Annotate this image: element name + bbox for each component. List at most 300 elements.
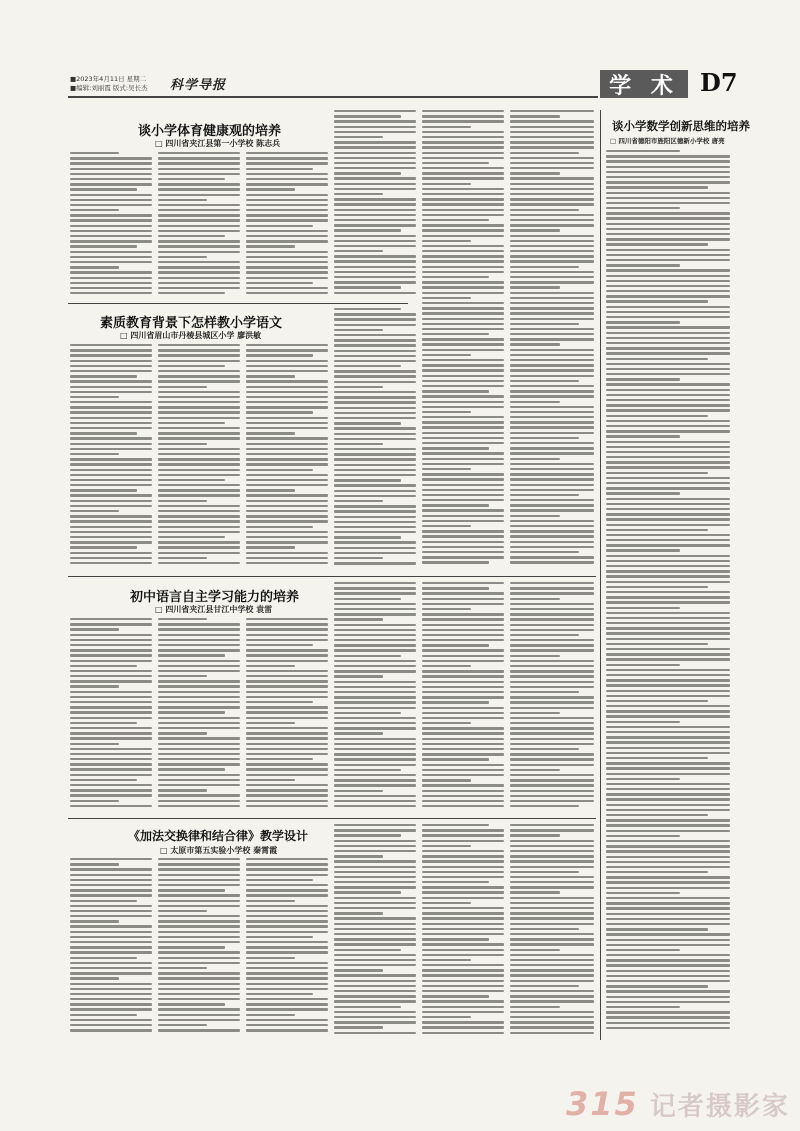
text-line — [246, 794, 328, 796]
text-column — [246, 344, 328, 572]
text-line — [70, 474, 152, 476]
text-line — [70, 900, 137, 902]
text-line — [334, 412, 416, 414]
text-line — [246, 199, 328, 201]
text-line — [158, 536, 225, 538]
text-line — [606, 217, 730, 219]
text-line — [70, 858, 152, 860]
text-line — [70, 505, 152, 507]
text-line — [246, 654, 328, 656]
text-line — [334, 360, 416, 362]
text-line — [246, 936, 313, 938]
text-line — [422, 608, 471, 610]
text-line — [422, 561, 489, 563]
text-line — [510, 675, 594, 677]
text-line — [422, 312, 504, 314]
text-line — [70, 794, 152, 796]
text-line — [70, 1024, 152, 1026]
text-line — [606, 295, 730, 297]
text-line — [158, 515, 240, 517]
text-line — [158, 360, 240, 362]
text-line — [606, 466, 730, 468]
text-line — [246, 941, 328, 943]
text-line — [70, 240, 152, 242]
text-line — [510, 855, 594, 857]
text-line — [422, 183, 471, 185]
text-line — [246, 805, 328, 807]
text-line — [510, 1006, 560, 1008]
text-line — [246, 768, 328, 770]
text-line — [606, 321, 680, 323]
text-line — [422, 969, 504, 971]
text-line — [606, 435, 680, 437]
text-line — [158, 794, 240, 796]
article-divider — [68, 303, 408, 304]
text-line — [246, 152, 328, 154]
text-line — [606, 933, 730, 935]
text-line — [510, 928, 579, 930]
text-line — [334, 795, 416, 797]
text-line — [334, 1000, 416, 1002]
text-line — [422, 131, 504, 133]
text-line — [606, 358, 708, 360]
text-line — [606, 456, 730, 458]
text-line — [158, 988, 240, 990]
text-line — [70, 230, 152, 232]
watermark-text: 记者摄影家 — [649, 1092, 790, 1122]
text-line — [422, 286, 504, 288]
text-line — [422, 990, 504, 992]
text-line — [510, 245, 594, 247]
text-line — [246, 209, 328, 211]
text-line — [422, 416, 504, 418]
text-line — [510, 840, 594, 842]
text-line — [510, 758, 594, 760]
text-line — [422, 624, 504, 626]
text-line — [246, 437, 328, 439]
text-line — [334, 897, 416, 899]
text-line — [70, 463, 152, 465]
text-line — [334, 779, 416, 781]
text-line — [70, 500, 152, 502]
text-line — [510, 649, 594, 651]
text-line — [246, 453, 328, 455]
text-line — [606, 778, 680, 780]
text-column — [70, 618, 152, 814]
text-line — [158, 654, 225, 656]
text-line — [334, 427, 416, 429]
text-line — [606, 264, 680, 266]
text-line — [246, 484, 328, 486]
text-line — [606, 1016, 730, 1018]
text-line — [334, 162, 416, 164]
text-line — [70, 639, 152, 641]
text-line — [422, 912, 504, 914]
text-line — [246, 858, 328, 860]
text-line — [510, 660, 594, 662]
text-line — [606, 347, 730, 349]
text-line — [422, 250, 504, 252]
text-line — [606, 928, 708, 930]
text-line — [246, 706, 328, 708]
text-line — [606, 181, 730, 183]
text-line — [510, 525, 594, 527]
text-line — [70, 701, 152, 703]
text-line — [422, 907, 504, 909]
text-line — [510, 748, 579, 750]
text-line — [606, 721, 680, 723]
text-line — [70, 649, 152, 651]
text-line — [158, 557, 207, 559]
text-line — [334, 660, 416, 662]
text-line — [158, 411, 240, 413]
text-line — [422, 696, 504, 698]
text-line — [510, 1016, 594, 1018]
text-line — [70, 863, 119, 865]
text-line — [606, 710, 730, 712]
text-line — [510, 152, 579, 154]
text-line — [246, 649, 328, 651]
text-line — [246, 489, 295, 491]
text-line — [510, 157, 594, 159]
text-line — [70, 479, 152, 481]
text-line — [158, 706, 240, 708]
text-line — [70, 1008, 152, 1010]
text-line — [158, 915, 240, 917]
text-line — [70, 983, 152, 985]
text-line — [158, 546, 240, 548]
text-line — [422, 390, 489, 392]
text-line — [510, 338, 594, 340]
text-line — [246, 660, 328, 662]
text-line — [70, 448, 152, 450]
text-line — [510, 985, 579, 987]
text-line — [246, 266, 328, 268]
text-line — [158, 214, 240, 216]
text-line — [70, 618, 152, 620]
text-line — [422, 717, 504, 719]
text-line — [510, 902, 594, 904]
text-line — [246, 665, 295, 667]
text-line — [70, 660, 152, 662]
article-byline: □ 太原市第五实验小学校 秦霄霞 — [160, 846, 278, 855]
text-line — [158, 401, 240, 403]
text-line — [334, 308, 401, 310]
text-line — [334, 618, 383, 620]
text-line — [606, 565, 730, 567]
text-line — [158, 417, 240, 419]
text-line — [510, 871, 579, 873]
text-line — [422, 764, 504, 766]
text-line — [158, 951, 240, 953]
text-line — [70, 510, 119, 512]
text-line — [606, 648, 730, 650]
text-line — [246, 884, 328, 886]
text-line — [422, 463, 504, 465]
text-line — [510, 167, 594, 169]
text-line — [422, 743, 504, 745]
text-line — [158, 717, 240, 719]
text-line — [422, 157, 504, 159]
text-line — [334, 318, 416, 320]
text-line — [510, 318, 594, 320]
text-column — [158, 152, 240, 300]
text-line — [334, 712, 401, 714]
text-line — [606, 814, 708, 816]
text-line — [510, 876, 594, 878]
text-line — [422, 219, 489, 221]
text-line — [606, 964, 730, 966]
text-line — [70, 915, 152, 917]
text-line — [158, 623, 240, 625]
text-line — [510, 582, 594, 584]
text-line — [510, 644, 594, 646]
text-line — [158, 894, 240, 896]
text-line — [422, 442, 504, 444]
text-line — [158, 993, 240, 995]
text-line — [606, 415, 708, 417]
text-line — [158, 644, 240, 646]
text-line — [510, 468, 594, 470]
text-line — [158, 406, 240, 408]
text-line — [334, 245, 416, 247]
text-line — [422, 855, 504, 857]
text-line — [70, 411, 152, 413]
text-line — [246, 634, 328, 636]
text-column — [246, 858, 328, 1038]
text-line — [158, 680, 240, 682]
text-line — [510, 494, 579, 496]
text-line — [246, 1008, 328, 1010]
text-line — [334, 634, 416, 636]
text-line — [70, 469, 152, 471]
text-line — [70, 282, 152, 284]
text-line — [606, 233, 730, 235]
text-line — [606, 326, 730, 328]
text-line — [422, 141, 504, 143]
text-line — [606, 949, 680, 951]
text-line — [422, 120, 504, 122]
text-line — [510, 738, 594, 740]
text-line — [334, 995, 416, 997]
text-line — [334, 629, 416, 631]
text-line — [334, 748, 416, 750]
text-line — [158, 758, 240, 760]
text-line — [422, 525, 471, 527]
text-line — [422, 639, 504, 641]
text-line — [606, 643, 708, 645]
text-line — [70, 417, 152, 419]
text-line — [510, 183, 594, 185]
text-line — [422, 738, 504, 740]
text-line — [246, 644, 313, 646]
text-line — [334, 974, 416, 976]
text-line — [158, 868, 240, 870]
text-line — [246, 639, 328, 641]
text-line — [606, 202, 730, 204]
text-line — [606, 352, 730, 354]
text-line — [422, 954, 504, 956]
text-line — [70, 178, 152, 180]
text-line — [158, 162, 240, 164]
text-line — [246, 946, 328, 948]
text-line — [158, 453, 240, 455]
text-line — [158, 884, 240, 886]
text-line — [422, 302, 504, 304]
text-line — [246, 354, 313, 356]
text-line — [422, 426, 504, 428]
text-line — [334, 541, 416, 543]
text-line — [510, 286, 560, 288]
text-line — [158, 858, 240, 860]
text-column — [334, 582, 416, 814]
text-line — [158, 628, 240, 630]
text-line — [606, 269, 730, 271]
text-line — [246, 245, 295, 247]
text-line — [606, 773, 730, 775]
text-line — [246, 541, 328, 543]
text-line — [246, 722, 295, 724]
text-line — [246, 510, 328, 512]
text-column — [510, 824, 594, 1038]
text-line — [334, 738, 416, 740]
text-line — [510, 349, 594, 351]
text-line — [422, 473, 504, 475]
text-line — [510, 1026, 594, 1028]
text-line — [606, 249, 730, 251]
text-line — [422, 484, 504, 486]
text-line — [70, 691, 152, 693]
text-line — [70, 696, 152, 698]
text-line — [606, 824, 730, 826]
text-line — [510, 193, 594, 195]
text-line — [158, 370, 240, 372]
text-line — [158, 209, 240, 211]
text-line — [70, 925, 152, 927]
text-line — [158, 178, 225, 180]
text-line — [510, 333, 594, 335]
text-line — [334, 126, 416, 128]
text-line — [422, 354, 471, 356]
text-line — [606, 1027, 730, 1029]
text-line — [422, 675, 504, 677]
text-line — [510, 141, 594, 143]
text-line — [510, 421, 594, 423]
text-line — [70, 188, 137, 190]
text-line — [158, 670, 240, 672]
text-line — [246, 188, 295, 190]
text-line — [246, 931, 328, 933]
text-line — [334, 391, 416, 393]
text-column — [158, 858, 240, 1038]
text-line — [334, 167, 416, 169]
text-line — [246, 910, 328, 912]
text-line — [158, 230, 240, 232]
text-line — [158, 251, 240, 253]
text-line — [606, 902, 730, 904]
text-line — [158, 484, 240, 486]
text-line — [606, 596, 730, 598]
text-line — [246, 194, 328, 196]
text-line — [606, 389, 730, 391]
text-line — [334, 266, 416, 268]
text-line — [158, 936, 240, 938]
text-line — [158, 552, 240, 554]
issue-date: ■2023年4月11日 星期二 — [70, 75, 147, 83]
text-line — [334, 881, 416, 883]
text-line — [606, 586, 708, 588]
text-line — [422, 886, 504, 888]
text-line — [606, 1006, 680, 1008]
text-line — [70, 737, 152, 739]
text-line — [510, 411, 594, 413]
text-line — [158, 375, 240, 377]
text-line — [158, 1019, 240, 1021]
text-line — [606, 731, 730, 733]
text-line — [334, 417, 416, 419]
text-line — [510, 655, 560, 657]
text-line — [510, 229, 560, 231]
text-column — [422, 824, 504, 1038]
text-line — [246, 951, 328, 953]
text-line — [510, 406, 594, 408]
text-line — [334, 260, 416, 262]
text-line — [606, 887, 730, 889]
text-line — [158, 256, 207, 258]
text-line — [422, 598, 504, 600]
text-line — [334, 183, 416, 185]
text-line — [510, 933, 594, 935]
text-line — [606, 166, 730, 168]
text-line — [246, 628, 328, 630]
text-line — [422, 949, 504, 951]
text-line — [510, 727, 594, 729]
text-line — [606, 653, 730, 655]
article-byline: □ 四川省眉山市丹棱县城区小学 廖洪敏 — [120, 331, 262, 340]
text-line — [334, 917, 416, 919]
text-line — [70, 204, 152, 206]
text-line — [334, 582, 416, 584]
text-line — [334, 198, 416, 200]
text-line — [334, 1011, 416, 1013]
text-line — [246, 727, 328, 729]
text-line — [70, 365, 152, 367]
text-line — [422, 985, 504, 987]
text-line — [334, 727, 416, 729]
text-line — [70, 427, 152, 429]
text-line — [334, 157, 416, 159]
text-line — [334, 453, 416, 455]
text-line — [70, 552, 152, 554]
text-line — [422, 1026, 504, 1028]
text-line — [70, 261, 152, 263]
text-line — [334, 598, 401, 600]
text-line — [70, 685, 119, 687]
text-line — [246, 287, 328, 289]
article-byline: □ 四川省夹江县甘江中学校 袁雷 — [155, 605, 273, 614]
text-line — [422, 876, 504, 878]
text-line — [510, 255, 594, 257]
text-line — [510, 805, 579, 807]
text-line — [158, 386, 207, 388]
text-line — [422, 260, 504, 262]
text-line — [510, 188, 594, 190]
text-line — [70, 1014, 137, 1016]
text-line — [422, 276, 489, 278]
text-line — [606, 342, 730, 344]
text-line — [510, 722, 594, 724]
text-line — [510, 224, 594, 226]
